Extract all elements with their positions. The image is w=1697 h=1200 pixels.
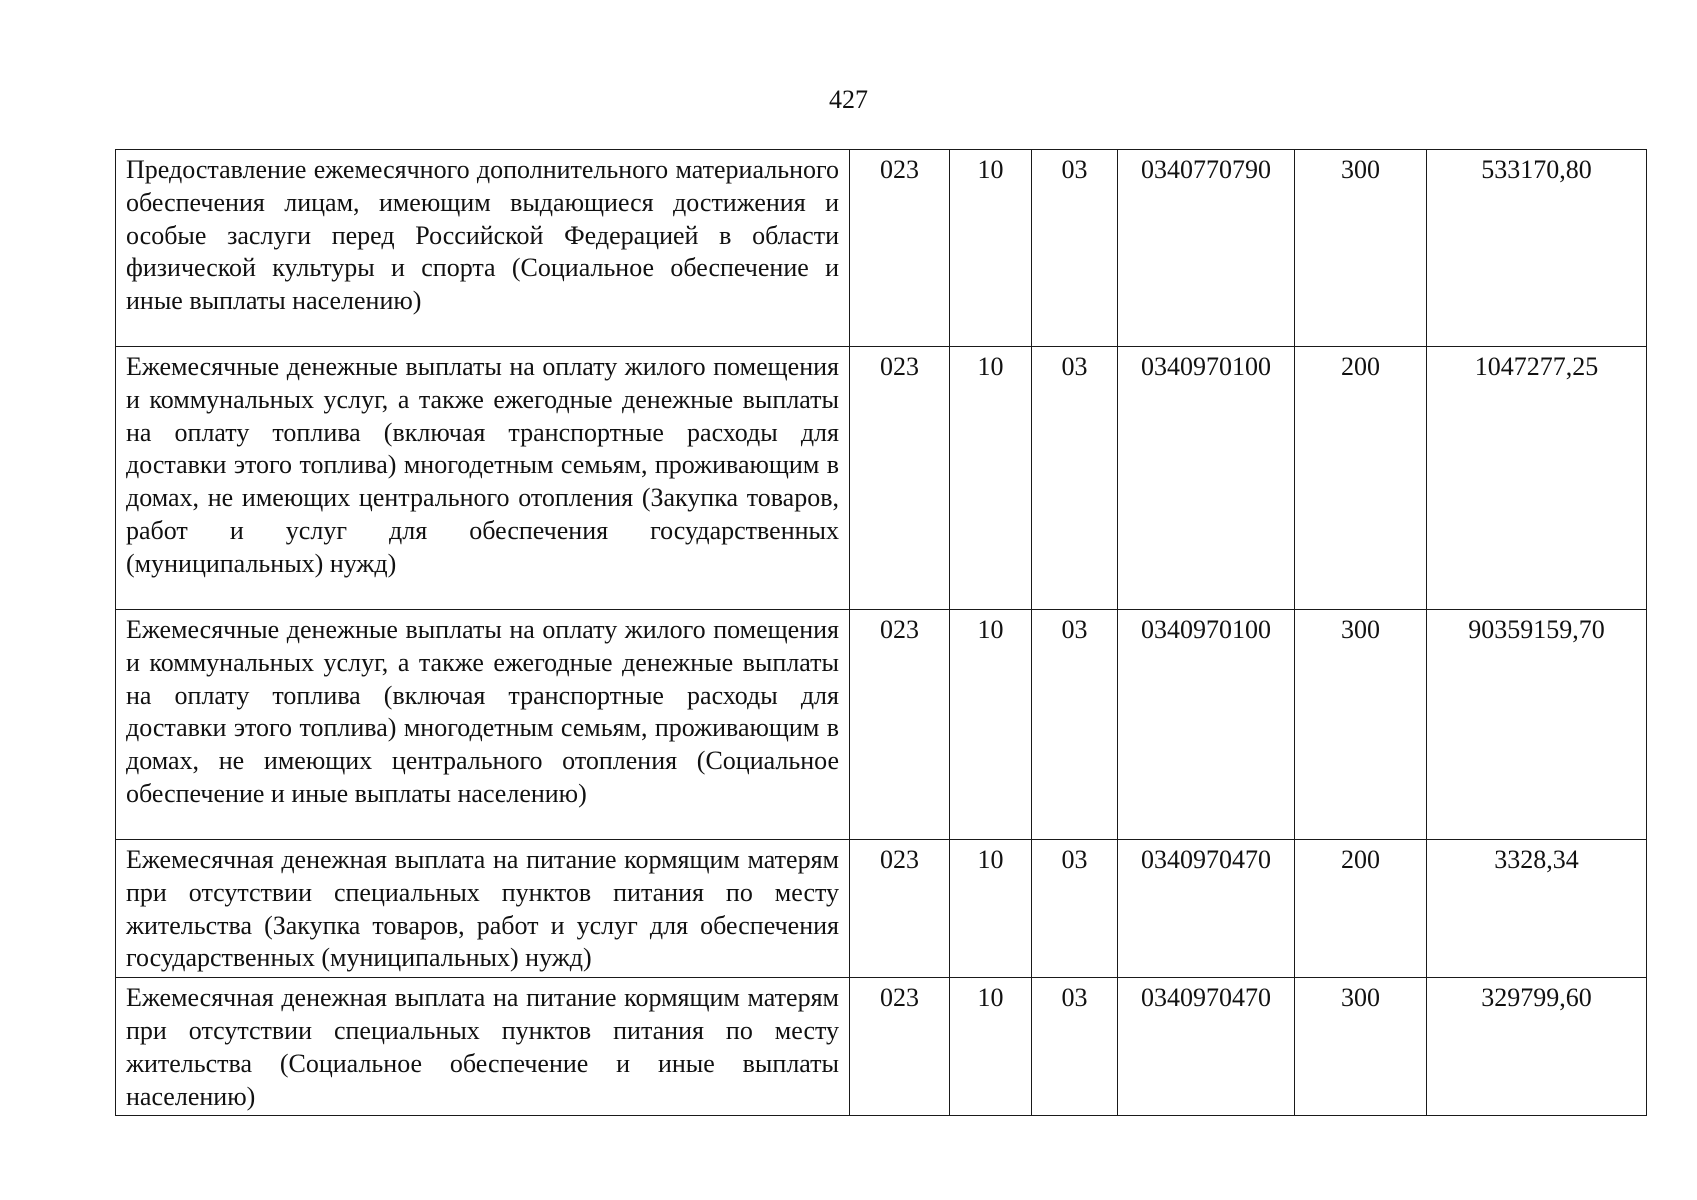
target-article-code: 0340970100 <box>1118 347 1295 610</box>
row-description: Предоставление ежемесячного дополнительного материального обеспечения лицам, имеющим выдающиеся достижения и особые заслуги перед Российской Федерацией в области физической культуры и спорта (Социальное обеспечение и иные выплаты населению) <box>116 150 850 347</box>
page-number: 427 <box>829 85 868 114</box>
amount-value: 90359159,70 <box>1427 610 1647 840</box>
section-code: 10 <box>950 840 1032 978</box>
expense-type-code: 300 <box>1295 150 1427 347</box>
budget-table <box>115 149 1647 1116</box>
target-article-code: 0340970470 <box>1118 978 1295 1116</box>
amount-value: 1047277,25 <box>1427 347 1647 610</box>
table-row <box>116 840 1647 978</box>
target-article-code: 0340970100 <box>1118 610 1295 840</box>
table-row <box>116 347 1647 610</box>
section-code: 10 <box>950 978 1032 1116</box>
target-article-code: 0340970470 <box>1118 840 1295 978</box>
subsection-code: 03 <box>1032 347 1118 610</box>
subsection-code: 03 <box>1032 150 1118 347</box>
table-row <box>116 610 1647 840</box>
ministry-code: 023 <box>850 610 950 840</box>
row-description: Ежемесячная денежная выплата на питание кормящим матерям при отсутствии специальных пунктов питания по месту жительства (Закупка товаров, работ и услуг для обеспечения государственных (муниципальных) нужд) <box>116 840 850 978</box>
table-row <box>116 150 1647 347</box>
section-code: 10 <box>950 150 1032 347</box>
subsection-code: 03 <box>1032 840 1118 978</box>
row-description: Ежемесячные денежные выплаты на оплату жилого помещения и коммунальных услуг, а также ежегодные денежные выплаты на оплату топлива (включая транспортные расходы для доставки этого топлива) многодетным семьям, проживающим в домах, не имеющих центрального отопления (Закупка товаров, работ и услуг для обеспечения государственных (муниципальных) нужд) <box>116 347 850 610</box>
expense-type-code: 200 <box>1295 347 1427 610</box>
expense-type-code: 200 <box>1295 840 1427 978</box>
expense-type-code: 300 <box>1295 610 1427 840</box>
section-code: 10 <box>950 347 1032 610</box>
table-row <box>116 978 1647 1116</box>
amount-value: 533170,80 <box>1427 150 1647 347</box>
ministry-code: 023 <box>850 347 950 610</box>
row-description: Ежемесячные денежные выплаты на оплату жилого помещения и коммунальных услуг, а также ежегодные денежные выплаты на оплату топлива (включая транспортные расходы для доставки этого топлива) многодетным семьям, проживающим в домах, не имеющих центрального отопления (Социальное обеспечение и иные выплаты населению) <box>116 610 850 840</box>
ministry-code: 023 <box>850 150 950 347</box>
expense-type-code: 300 <box>1295 978 1427 1116</box>
ministry-code: 023 <box>850 840 950 978</box>
ministry-code: 023 <box>850 978 950 1116</box>
subsection-code: 03 <box>1032 978 1118 1116</box>
amount-value: 329799,60 <box>1427 978 1647 1116</box>
subsection-code: 03 <box>1032 610 1118 840</box>
section-code: 10 <box>950 610 1032 840</box>
amount-value: 3328,34 <box>1427 840 1647 978</box>
target-article-code: 0340770790 <box>1118 150 1295 347</box>
row-description: Ежемесячная денежная выплата на питание кормящим матерям при отсутствии специальных пунктов питания по месту жительства (Социальное обеспечение и иные выплаты населению) <box>116 978 850 1116</box>
